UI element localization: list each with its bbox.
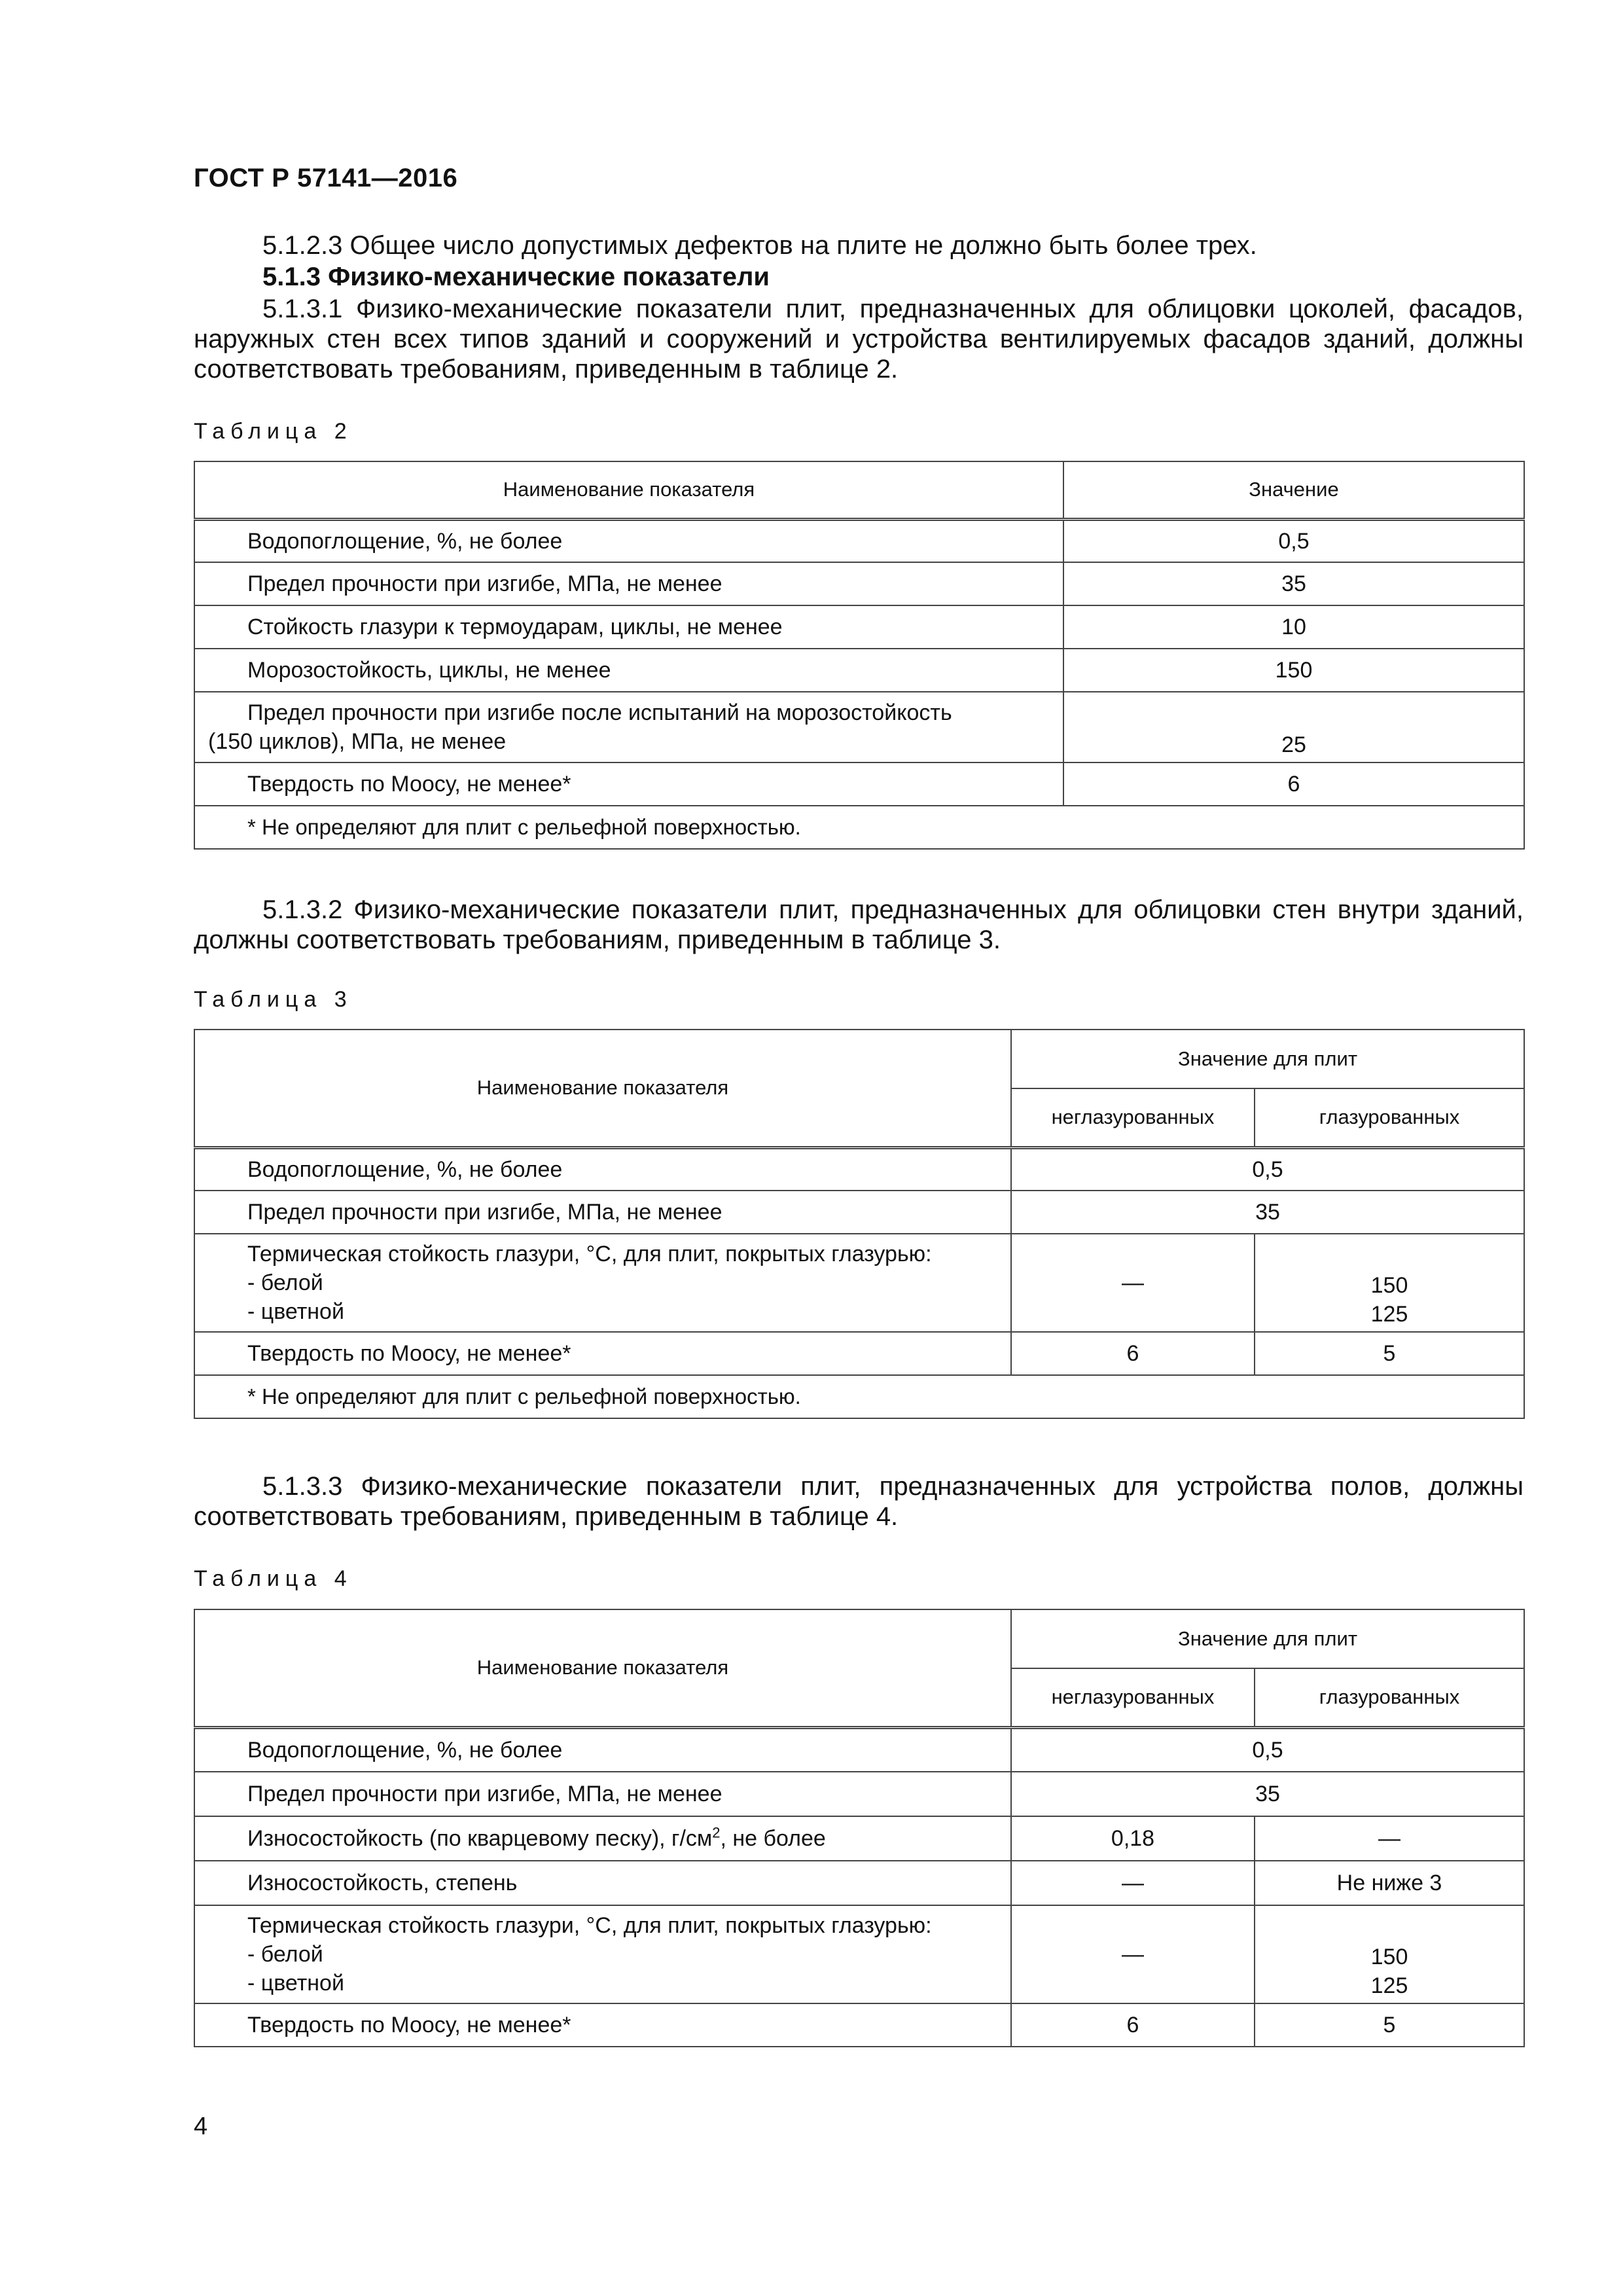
table-row xyxy=(194,1861,1524,1905)
row-name: Предел прочности при изгибе, МПа, не менее xyxy=(194,1191,1011,1234)
table-3-note: * Не определяют для плит с рельефной поверхностью. xyxy=(194,1375,1524,1418)
heading-5-1-3: 5.1.3 Физико-механические показатели xyxy=(262,262,770,291)
row-value: 35 xyxy=(1063,562,1524,605)
row-value: 10 xyxy=(1063,605,1524,649)
row-name: Твердость по Моосу, не менее* xyxy=(194,2003,1011,2047)
row-value-unglazed: 6 xyxy=(1011,1332,1255,1375)
table-row xyxy=(194,1772,1524,1816)
row-value-glazed xyxy=(1255,1234,1524,1332)
table-row xyxy=(194,519,1524,562)
row-name xyxy=(194,1234,1011,1332)
table-row xyxy=(194,1234,1524,1332)
table-row xyxy=(194,1816,1524,1861)
row-name: Твердость по Моосу, не менее* xyxy=(194,1332,1011,1375)
row-value: 0,5 xyxy=(1011,1727,1524,1772)
table-row xyxy=(194,692,1524,762)
row-value-glazed: 5 xyxy=(1255,1332,1524,1375)
row-value-glazed xyxy=(1255,1905,1524,2003)
page-number: 4 xyxy=(194,2113,208,2140)
table-row xyxy=(194,2003,1524,2047)
row-value: 0,5 xyxy=(1011,1147,1524,1191)
row-name: Водопоглощение, %, не более xyxy=(194,1147,1011,1191)
row-name xyxy=(194,1816,1011,1861)
table-4-header-glazed: глазурованных xyxy=(1255,1668,1524,1727)
table-row xyxy=(194,1191,1524,1234)
table-3 xyxy=(194,1029,1525,1419)
row-value-glazed: Не ниже 3 xyxy=(1255,1861,1524,1905)
row-value-glazed-color: 125 xyxy=(1370,1302,1408,1327)
row-name-sub-1: - белой xyxy=(247,1270,323,1295)
row-name xyxy=(194,692,1063,762)
table-row xyxy=(194,1332,1524,1375)
table-3-header-unglazed: неглазурованных xyxy=(1011,1088,1255,1147)
row-name: Твердость по Моосу, не менее* xyxy=(194,762,1063,806)
row-name: Износостойкость, степень xyxy=(194,1861,1011,1905)
row-value-unglazed: 0,18 xyxy=(1011,1816,1255,1861)
table-4-header-group: Значение для плит xyxy=(1011,1609,1524,1668)
row-value-glazed: — xyxy=(1255,1816,1524,1861)
table-2 xyxy=(194,461,1525,850)
row-name-line-1: Предел прочности при изгибе после испытаний на морозостойкость xyxy=(247,700,952,725)
table-row xyxy=(194,1727,1524,1772)
table-2-note: * Не определяют для плит с рельефной поверхностью. xyxy=(194,806,1524,849)
row-value-glazed-white: 150 xyxy=(1370,1945,1408,1969)
row-name: Морозостойкость, циклы, не менее xyxy=(194,649,1063,692)
row-value-glazed-white: 150 xyxy=(1370,1273,1408,1298)
row-value: 25 xyxy=(1063,692,1524,762)
table-2-header-value: Значение xyxy=(1063,461,1524,519)
row-name-main: Термическая стойкость глазури, °С, для плит, покрытых глазурью: xyxy=(247,1913,932,1938)
table-note-row xyxy=(194,806,1524,849)
row-name: Водопоглощение, %, не более xyxy=(194,1727,1011,1772)
row-name: Предел прочности при изгибе, МПа, не менее xyxy=(194,1772,1011,1816)
row-value-glazed: 5 xyxy=(1255,2003,1524,2047)
table-4 xyxy=(194,1609,1525,2047)
row-value-unglazed: — xyxy=(1011,1234,1255,1332)
row-value: 0,5 xyxy=(1063,519,1524,562)
row-name-sub-1: - белой xyxy=(247,1942,323,1967)
table-row xyxy=(194,649,1524,692)
row-value-unglazed: 6 xyxy=(1011,2003,1255,2047)
row-name-suffix: , не более xyxy=(720,1826,826,1851)
row-value: 35 xyxy=(1011,1191,1524,1234)
row-name-sub-2: - цветной xyxy=(247,1299,344,1324)
table-note-row xyxy=(194,1375,1524,1418)
paragraph-5-1-3-1: 5.1.3.1 Физико-механические показатели плит, предназначенных для облицовки цоколей, фасадов, наружных стен всех типов зданий и сооружений и устройства вентилируемых фасадов зданий, должны соответствовать требованиям, приведенным в таблице 2. xyxy=(194,295,1524,384)
table-2-caption: Таблица 2 xyxy=(194,419,353,444)
paragraph-5-1-3-2: 5.1.3.2 Физико-механические показатели плит, предназначенных для облицовки стен внутри зданий, должны соответствовать требованиям, приведенным в таблице 3. xyxy=(194,895,1524,954)
row-name: Водопоглощение, %, не более xyxy=(194,519,1063,562)
row-name-line-2: (150 циклов), МПа, не менее xyxy=(208,729,507,754)
table-row xyxy=(194,1905,1524,2003)
row-name-sub-2: - цветной xyxy=(247,1971,344,1996)
table-3-caption: Таблица 3 xyxy=(194,987,353,1012)
row-value-unglazed: — xyxy=(1011,1861,1255,1905)
table-3-header-name: Наименование показателя xyxy=(194,1030,1011,1147)
row-name-main: Термическая стойкость глазури, °С, для плит, покрытых глазурью: xyxy=(247,1242,932,1266)
table-4-header-unglazed: неглазурованных xyxy=(1011,1668,1255,1727)
document-header: ГОСТ Р 57141—2016 xyxy=(194,164,458,192)
table-4-caption: Таблица 4 xyxy=(194,1566,353,1591)
paragraph-5-1-2-3: 5.1.2.3 Общее число допустимых дефектов на плите не должно быть более трех. xyxy=(262,231,1257,260)
table-3-header-glazed: глазурованных xyxy=(1255,1088,1524,1147)
row-name: Предел прочности при изгибе, МПа, не менее xyxy=(194,562,1063,605)
table-3-header-group: Значение для плит xyxy=(1011,1030,1524,1088)
table-row xyxy=(194,562,1524,605)
row-value: 35 xyxy=(1011,1772,1524,1816)
row-value: 6 xyxy=(1063,762,1524,806)
table-row xyxy=(194,1147,1524,1191)
table-2-header-name: Наименование показателя xyxy=(194,461,1063,519)
row-name-text: Износостойкость (по кварцевому песку), г/см xyxy=(247,1826,713,1851)
row-name: Стойкость глазури к термоударам, циклы, не менее xyxy=(194,605,1063,649)
row-name-superscript: 2 xyxy=(712,1824,721,1841)
table-4-header-name: Наименование показателя xyxy=(194,1609,1011,1727)
table-row xyxy=(194,762,1524,806)
table-row xyxy=(194,605,1524,649)
paragraph-5-1-3-3: 5.1.3.3 Физико-механические показатели плит, предназначенных для устройства полов, должны соответствовать требованиям, приведенным в таблице 4. xyxy=(194,1472,1524,1531)
row-name xyxy=(194,1905,1011,2003)
row-value: 150 xyxy=(1063,649,1524,692)
row-value-glazed-color: 125 xyxy=(1370,1973,1408,1998)
row-value-unglazed: — xyxy=(1011,1905,1255,2003)
